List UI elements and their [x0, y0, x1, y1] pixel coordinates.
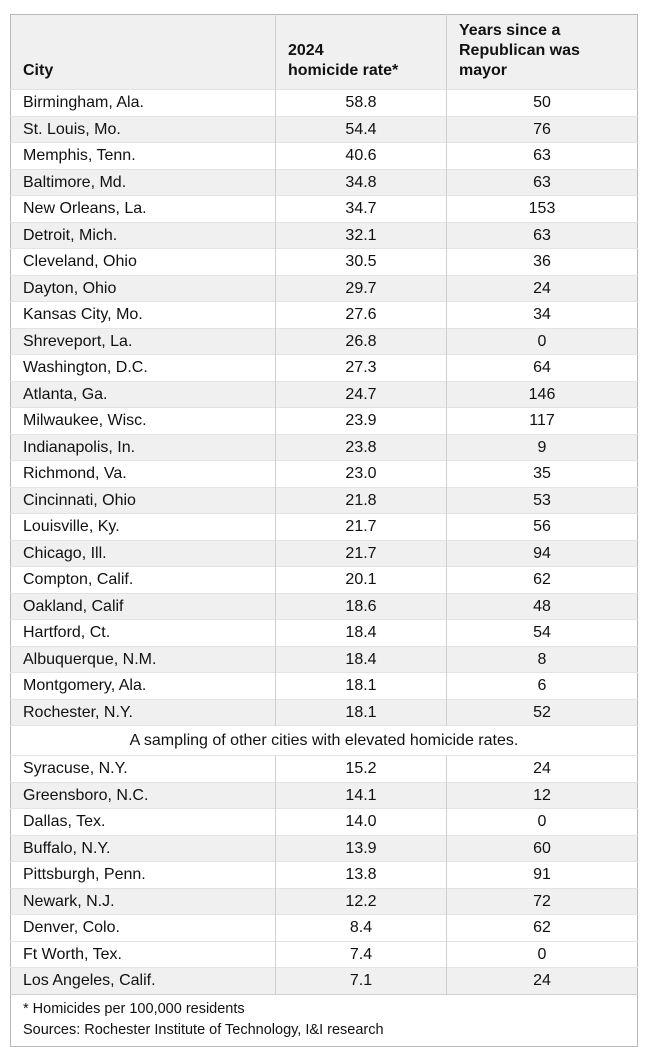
table-row — [11, 941, 638, 968]
years-cell: 60 — [447, 835, 638, 862]
city-cell: Kansas City, Mo. — [11, 302, 276, 329]
table-row — [11, 275, 638, 302]
table-row — [11, 355, 638, 382]
rate-cell: 26.8 — [276, 328, 447, 355]
city-cell: Milwaukee, Wisc. — [11, 408, 276, 435]
table-row — [11, 646, 638, 673]
years-cell: 8 — [447, 646, 638, 673]
years-cell: 34 — [447, 302, 638, 329]
footnote-text: * Homicides per 100,000 residents — [23, 1000, 245, 1017]
rate-cell: 27.3 — [276, 355, 447, 382]
years-cell: 64 — [447, 355, 638, 382]
table-row — [11, 487, 638, 514]
table-row — [11, 143, 638, 170]
rate-cell: 21.8 — [276, 487, 447, 514]
table-row — [11, 381, 638, 408]
rate-cell: 58.8 — [276, 90, 447, 117]
rate-cell: 23.0 — [276, 461, 447, 488]
city-cell: Buffalo, N.Y. — [11, 835, 276, 862]
rate-cell: 54.4 — [276, 116, 447, 143]
city-cell: Rochester, N.Y. — [11, 699, 276, 726]
table-row — [11, 862, 638, 889]
column-header-years: Years since a Republican was mayor — [447, 15, 638, 90]
years-cell: 24 — [447, 756, 638, 783]
table-row — [11, 673, 638, 700]
table-row — [11, 328, 638, 355]
years-cell: 0 — [447, 328, 638, 355]
years-cell: 94 — [447, 540, 638, 567]
years-cell: 76 — [447, 116, 638, 143]
city-cell: Cincinnati, Ohio — [11, 487, 276, 514]
table-row — [11, 116, 638, 143]
years-cell: 56 — [447, 514, 638, 541]
years-cell: 24 — [447, 275, 638, 302]
rate-cell: 32.1 — [276, 222, 447, 249]
table-row — [11, 809, 638, 836]
table-row — [11, 835, 638, 862]
years-cell: 52 — [447, 699, 638, 726]
years-cell: 36 — [447, 249, 638, 276]
rate-cell: 13.8 — [276, 862, 447, 889]
rate-cell: 23.9 — [276, 408, 447, 435]
table-row — [11, 196, 638, 223]
city-cell: Newark, N.J. — [11, 888, 276, 915]
rate-cell: 34.7 — [276, 196, 447, 223]
rate-cell: 18.1 — [276, 699, 447, 726]
table-row — [11, 699, 638, 726]
rate-cell: 21.7 — [276, 540, 447, 567]
table-row — [11, 249, 638, 276]
city-cell: Los Angeles, Calif. — [11, 968, 276, 995]
city-cell: Compton, Calif. — [11, 567, 276, 594]
years-cell: 153 — [447, 196, 638, 223]
table-row — [11, 540, 638, 567]
years-cell: 63 — [447, 143, 638, 170]
table-row — [11, 434, 638, 461]
years-cell: 35 — [447, 461, 638, 488]
city-cell: Dayton, Ohio — [11, 275, 276, 302]
rate-cell: 30.5 — [276, 249, 447, 276]
table-row — [11, 620, 638, 647]
city-cell: Shreveport, La. — [11, 328, 276, 355]
city-cell: Oakland, Calif — [11, 593, 276, 620]
rate-cell: 18.1 — [276, 673, 447, 700]
rate-cell: 7.4 — [276, 941, 447, 968]
years-cell: 12 — [447, 782, 638, 809]
city-cell: Detroit, Mich. — [11, 222, 276, 249]
years-cell: 117 — [447, 408, 638, 435]
section-note: A sampling of other cities with elevated homicide rates. — [11, 726, 638, 756]
section-divider-row — [11, 726, 638, 756]
years-cell: 72 — [447, 888, 638, 915]
city-cell: Denver, Colo. — [11, 915, 276, 942]
column-header-city: City — [11, 15, 276, 90]
rate-cell: 18.6 — [276, 593, 447, 620]
rate-cell: 7.1 — [276, 968, 447, 995]
table-row — [11, 408, 638, 435]
years-cell: 24 — [447, 968, 638, 995]
city-cell: Cleveland, Ohio — [11, 249, 276, 276]
rate-cell: 21.7 — [276, 514, 447, 541]
city-cell: Louisville, Ky. — [11, 514, 276, 541]
rate-cell: 40.6 — [276, 143, 447, 170]
sources-text: Sources: Rochester Institute of Technology, I&I research — [23, 1021, 384, 1038]
city-cell: Chicago, Ill. — [11, 540, 276, 567]
city-cell: Montgomery, Ala. — [11, 673, 276, 700]
table-row — [11, 461, 638, 488]
homicide-table — [10, 14, 638, 1047]
table-row — [11, 222, 638, 249]
table-body — [11, 90, 638, 995]
city-cell: Greensboro, N.C. — [11, 782, 276, 809]
city-cell: Memphis, Tenn. — [11, 143, 276, 170]
years-cell: 62 — [447, 567, 638, 594]
years-cell: 91 — [447, 862, 638, 889]
table-row — [11, 756, 638, 783]
rate-cell: 23.8 — [276, 434, 447, 461]
table-row — [11, 514, 638, 541]
footer-row — [11, 994, 638, 1046]
table-row — [11, 169, 638, 196]
table-row — [11, 567, 638, 594]
rate-cell: 14.1 — [276, 782, 447, 809]
table-row — [11, 968, 638, 995]
header-row — [11, 15, 638, 90]
years-cell: 0 — [447, 941, 638, 968]
years-cell: 50 — [447, 90, 638, 117]
city-cell: St. Louis, Mo. — [11, 116, 276, 143]
years-cell: 9 — [447, 434, 638, 461]
table-row — [11, 888, 638, 915]
column-header-rate: 2024 homicide rate* — [276, 15, 447, 90]
table-footer — [11, 994, 638, 1046]
table-foot — [11, 994, 638, 1046]
city-cell: Birmingham, Ala. — [11, 90, 276, 117]
table-row — [11, 593, 638, 620]
city-cell: Richmond, Va. — [11, 461, 276, 488]
rate-cell: 18.4 — [276, 620, 447, 647]
city-cell: Hartford, Ct. — [11, 620, 276, 647]
rate-cell: 12.2 — [276, 888, 447, 915]
city-cell: Indianapolis, In. — [11, 434, 276, 461]
years-cell: 0 — [447, 809, 638, 836]
city-cell: Ft Worth, Tex. — [11, 941, 276, 968]
rate-cell: 14.0 — [276, 809, 447, 836]
table-header — [11, 15, 638, 90]
city-cell: Syracuse, N.Y. — [11, 756, 276, 783]
years-cell: 146 — [447, 381, 638, 408]
years-cell: 62 — [447, 915, 638, 942]
rate-cell: 34.8 — [276, 169, 447, 196]
rate-cell: 8.4 — [276, 915, 447, 942]
rate-cell: 18.4 — [276, 646, 447, 673]
table-row — [11, 90, 638, 117]
city-cell: Atlanta, Ga. — [11, 381, 276, 408]
years-cell: 48 — [447, 593, 638, 620]
city-cell: New Orleans, La. — [11, 196, 276, 223]
city-cell: Pittsburgh, Penn. — [11, 862, 276, 889]
rate-cell: 13.9 — [276, 835, 447, 862]
city-cell: Albuquerque, N.M. — [11, 646, 276, 673]
years-cell: 63 — [447, 222, 638, 249]
city-cell: Washington, D.C. — [11, 355, 276, 382]
years-cell: 53 — [447, 487, 638, 514]
rate-cell: 24.7 — [276, 381, 447, 408]
rate-cell: 29.7 — [276, 275, 447, 302]
rate-cell: 27.6 — [276, 302, 447, 329]
table-row — [11, 782, 638, 809]
rate-cell: 15.2 — [276, 756, 447, 783]
years-cell: 63 — [447, 169, 638, 196]
city-cell: Dallas, Tex. — [11, 809, 276, 836]
years-cell: 54 — [447, 620, 638, 647]
years-cell: 6 — [447, 673, 638, 700]
table-row — [11, 302, 638, 329]
city-cell: Baltimore, Md. — [11, 169, 276, 196]
rate-cell: 20.1 — [276, 567, 447, 594]
table-row — [11, 915, 638, 942]
